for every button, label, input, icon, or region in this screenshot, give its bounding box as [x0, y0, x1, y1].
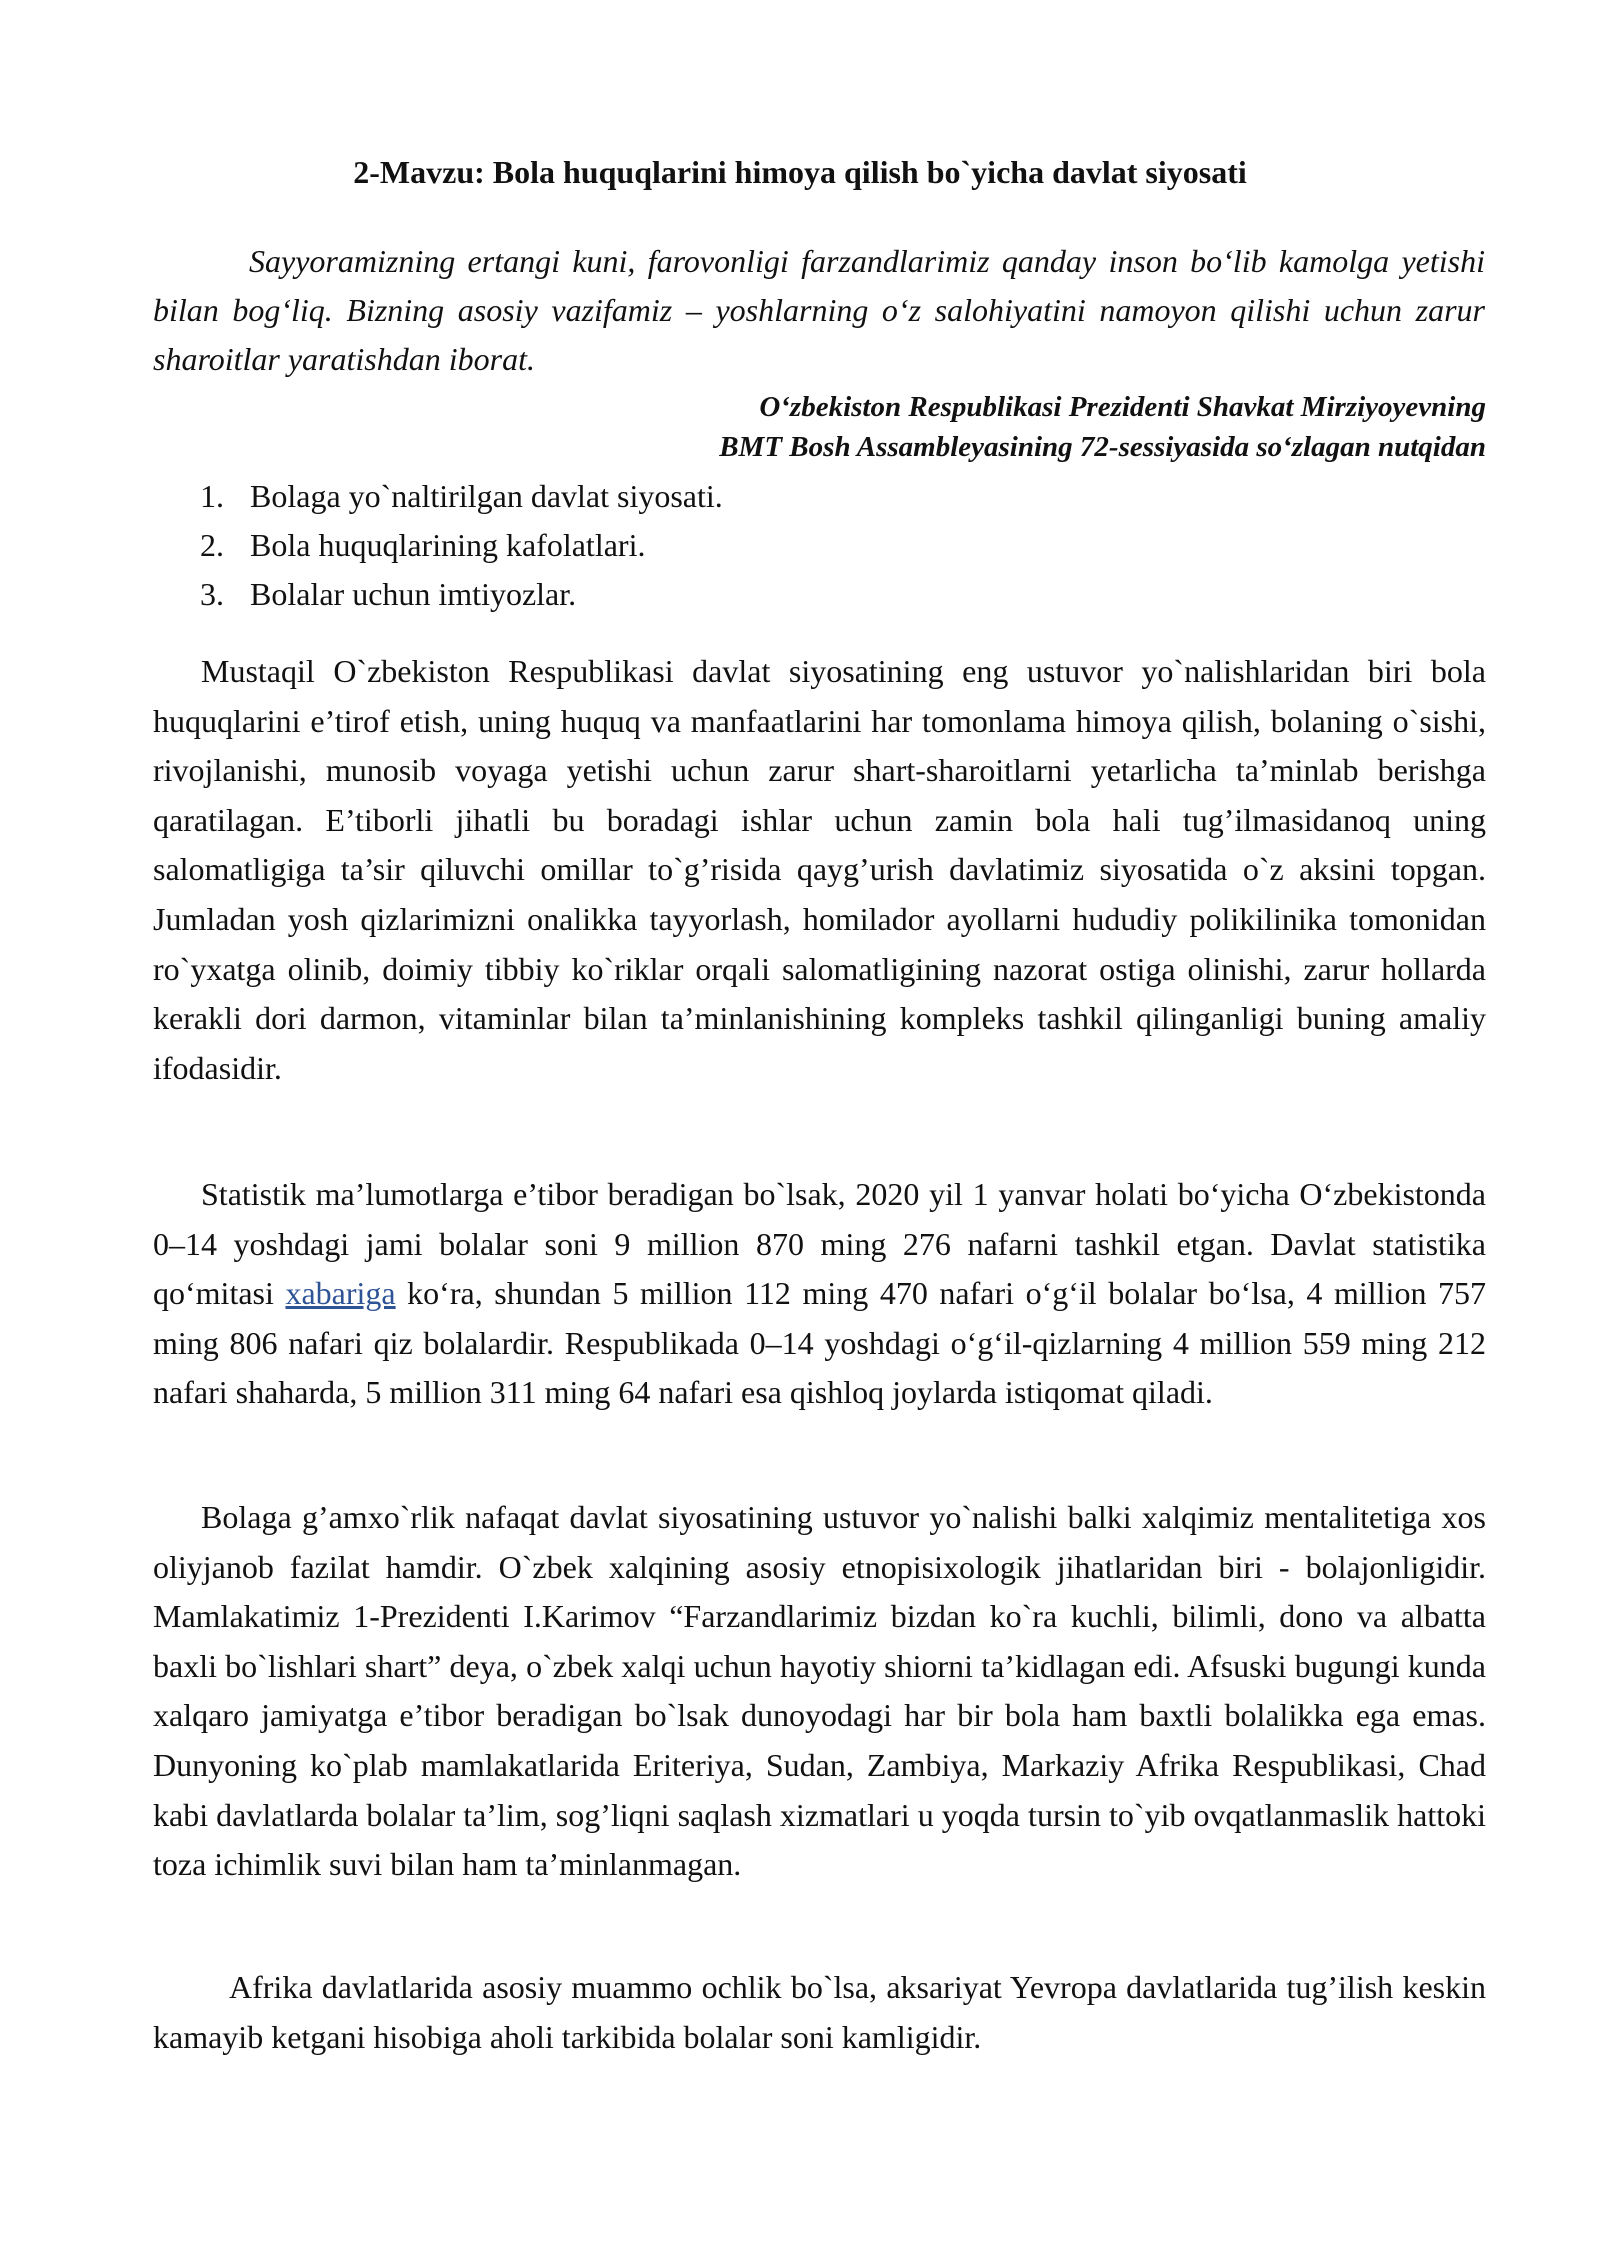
body-paragraph-1: Mustaqil O`zbekiston Respublikasi davlat siyosatining eng ustuvor yo`nalishlaridan biri bola huquqlarini e’tirof etish, uning huquq va manfaatlarini har tomonlama himoya qilish, bolaning o`sishi, rivojlanishi, munosib voyaga yetishi uchun zarur shart-sharoitlarni yetarlicha ta’minlab berishga qaratilagan. E’tiborli jihatli bu boradagi ishlar uchun zamin bola hali tug’ilmasidanoq uning salomatligiga ta’sir qiluvchi omillar to`g’risida qayg’urish davlatimiz siyosatida o`z aksini topgan. Jumladan yosh qizlarimizni onalikka tayyorlash, homilador ayollarni hududiy polikilinika tomonidan ro`yxatga olinib, doimiy tibbiy ko`riklar orqali salomatligining nazorat ostiga olinishi, zarur hollarda kerakli dori darmon, vitaminlar bilan ta’minlanishining kompleks tashkil qilinganligi buning amaliy ifodasidir.: [153, 653, 1486, 1086]
list-item-number: 3.: [200, 576, 224, 612]
list-item: [200, 570, 1400, 619]
topic-list: [200, 472, 1400, 619]
list-item-text: Bolalar uchun imtiyozlar.: [250, 576, 577, 612]
attribution-line-1: O‘zbekiston Respublikasi Prezidenti Shavkat Mirziyoyevning: [759, 391, 1486, 423]
attribution-line-2: BMT Bosh Assambleyasining 72-sessiyasida so‘zlagan nutqidan: [719, 431, 1486, 463]
list-item-number: 2.: [200, 527, 224, 563]
list-item-text: Bolaga yo`naltirilgan davlat siyosati.: [250, 478, 723, 514]
list-item: [200, 521, 1400, 570]
list-item-text: Bola huquqlarining kafolatlari.: [250, 527, 646, 563]
page-title: 2-Mavzu: Bola huquqlarini himoya qilish bo`yicha davlat siyosati: [353, 154, 1247, 190]
list-item-number: 1.: [200, 478, 224, 514]
body-paragraph-3: Bolaga g’amxo`rlik nafaqat davlat siyosatining ustuvor yo`nalishi balki xalqimiz mentalitetiga xos oliyjanob fazilat hamdir. O`zbek xalqining asosiy etnopisixologik jihatlaridan biri - bolajonligidir. Mamlakatimiz 1-Prezidenti I.Karimov “Farzandlarimiz bizdan ko`ra kuchli, bilimli, dono va albatta baxli bo`lishlari shart” deya, o`zbek xalqi uchun hayotiy shiorni ta’kidlagan edi. Afsuski bugungi kunda xalqaro jamiyatga e’tibor beradigan bo`lsak dunoyodagi har bir bola ham baxtli bolalikka ega emas. Dunyoning ko`plab mamlakatlarida Eriteriya, Sudan, Zambiya, Markaziy Afrika Respublikasi, Chad kabi davlatlarda bolalar ta’lim, sog’liqni saqlash xizmatlari u yoqda tursin to`yib ovqatlanmaslik hattoki toza ichimlik suvi bilan ham ta’minlanmagan.: [153, 1499, 1486, 1883]
body-paragraph-4: Afrika davlatlarida asosiy muammo ochlik bo`lsa, aksariyat Yevropa davlatlarida tug’ilish keskin kamayib ketgani hisobiga aholi tarkibida bolalar soni kamligidir.: [153, 1969, 1486, 2055]
list-item: [200, 472, 1400, 521]
xabariga-link[interactable]: xabariga: [285, 1275, 396, 1312]
paragraph-2-text-start: Statistik ma’lumotlarga e’tibor beradigan bo`lsak, 2020 yil 1 yanvar holati bo‘yicha O‘zbekistonda 0–14 yoshdagi jami bolalar soni 9 million 870 ming 276 nafarni tashkil etgan. Davlat statistika qo‘mitasi: [153, 1176, 1486, 1312]
epigraph-attribution: [153, 387, 1486, 467]
paragraph-2-text-end: ko‘ra, shundan 5 million 112 ming 470 nafari o‘g‘il bolalar bo‘lsa, 4 million 757 ming 806 nafari qiz bolalardir. Respublikada 0–14 yoshdagi o‘g‘il-qizlarning 4 million 559 ming 212 nafari shaharda, 5 million 311 ming 64 nafari esa qishloq joylarda istiqomat qiladi.: [153, 1275, 1487, 1411]
body-paragraph-2: [153, 1170, 1486, 1418]
epigraph-quote: Sayyoramizning ertangi kuni, farovonligi farzandlarimiz qanday inson bo‘lib kamolga yetishi bilan bog‘liq. Bizning asosiy vazifamiz – yoshlarning o‘z salohiyatini namoyon qilishi uchun zarur sharoitlar yaratishdan iborat.: [153, 243, 1485, 377]
